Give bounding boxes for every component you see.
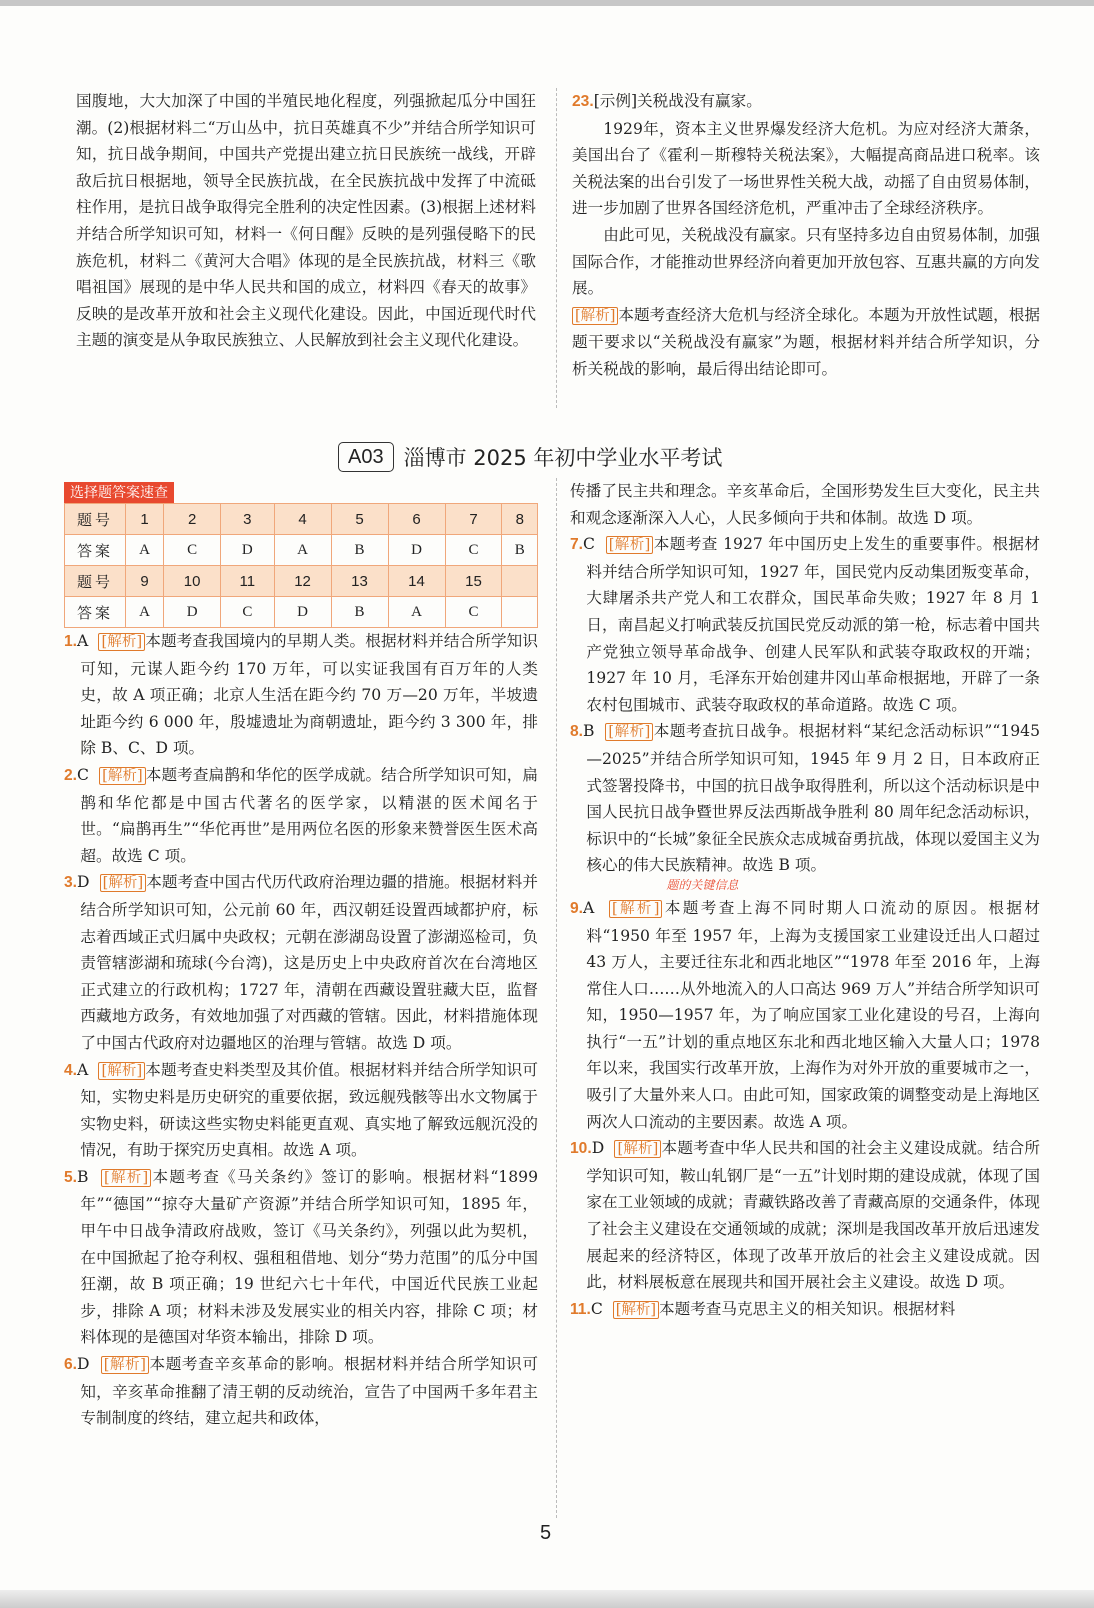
question-number: 3. <box>64 874 78 892</box>
answer-cell: A <box>388 597 445 628</box>
answer-table-label: 选择题答案速查 <box>64 482 174 504</box>
analysis-text: 本题考查《马关条约》签订的影响。根据材料“1899 年”“德国”“掠夺大量矿产资源”并结合所学知识可知，1895 年，甲午中日战争清政府战败，签订《马关条约》，列强以此为契机，在中国掀起了抢夺利权、强租租借地、划分“势力范围”的瓜分中国狂潮，故 B 项正确；19 世纪六七十年代，中国近代民族工业起步，排除 A 项；材料未涉及发展实业的相关内容，排除 C 项；材料体现的是德国对华资本输出，排除 D 项。 <box>80 1167 538 1347</box>
analysis-text: 本题考查上海不同时期人口流动的原因。根据材料“1950 年至 1957 年，上海为支援国家工业建设迁出人口超过 43 万人，主要迁往东北和西北地区”“1978 年至 2016 年，上海常住人口……从外地流入的人口高达 969 万人”并结合所学知识可知，1950—1957 年，为了响应国家工业化建设的号召，上海向执行“一五”计划的重点地区东北和西北地区输入大量人口；1978 年以来，我国实行改革开放，上海作为对外开放的重要城市之一，吸引了大量外来人口。由此可知，国家政策的调整变动是上海地区两次人口流动的主要因素。故选 A 项。 <box>586 898 1040 1131</box>
analysis-tag: [解析] <box>98 633 145 651</box>
scan-bottom-edge <box>0 1590 1094 1608</box>
analysis-tag: [解析] <box>99 767 146 785</box>
question-number: 23. <box>572 93 594 110</box>
answer-letter: D <box>77 873 90 892</box>
question-number: 8. <box>570 723 584 741</box>
analysis-tag: [解析] <box>101 1169 151 1187</box>
analysis-text: 本题考查史料类型及其价值。根据材料并结合所学知识可知，实物史料是历史研究的重要依据，致远舰残骸等出水文物属于实物史料，研读这些实物史料能更直观、真实地了解致远舰沉没的情况，有助于探究历史真相。故选 A 项。 <box>80 1060 538 1160</box>
question-number-cell: 13 <box>331 566 388 597</box>
analysis-text: 本题考查扁鹊和华佗的医学成就。结合所学知识可知，扁鹊和华佗都是中国古代著名的医学家，以精湛的医术闻名于世。“扁鹊再生”“华佗再世”是用两位名医的形象来赞誉医生医术高超。故选 C 项。 <box>80 765 538 865</box>
analysis-tag: [解析] <box>614 1140 661 1158</box>
question-number-cell: 14 <box>388 566 445 597</box>
answer-cell: B <box>502 535 538 566</box>
analysis-tag: [解析] <box>101 1356 149 1374</box>
column-divider <box>556 88 557 408</box>
analysis-tag: [解析] <box>100 874 147 892</box>
answer-row-1 <box>65 535 538 566</box>
answer-cell: C <box>445 597 502 628</box>
section-title: 淄博市 2025 年初中学业水平考试 <box>403 446 723 470</box>
q23-paragraph-1: 1929年，资本主义世界爆发经济大危机。为应对经济大萧条，美国出台了《霍利－斯穆特关税法案》，大幅提高商品进口税率。该关税法案的出台引发了一场世界性关税大战，动摇了自由贸易体制，进一步加剧了世界各国经济危机，严重冲击了全球经济秩序。 <box>572 119 1040 218</box>
question-number: 6. <box>64 1356 78 1374</box>
answer-row-2 <box>65 597 538 628</box>
answer-item <box>64 762 538 869</box>
answer-cell: A <box>274 535 331 566</box>
right-answer-list <box>570 478 1040 1323</box>
question-row-2 <box>65 566 538 597</box>
answer-letter: A <box>77 1060 89 1079</box>
answer-cell: C <box>221 597 274 628</box>
question-number: 2. <box>64 766 78 784</box>
question-number-cell: 8 <box>502 504 538 535</box>
analysis-tag: [解析] <box>605 723 653 741</box>
answer-letter: D <box>591 1139 605 1158</box>
q23-lead: [示例]关税战没有赢家。 <box>593 92 762 110</box>
question-number-cell: 9 <box>126 566 164 597</box>
answer-item <box>570 895 1040 1135</box>
answer-item <box>64 628 538 762</box>
analysis-tag: [解析] <box>606 536 654 554</box>
question-number-cell: 15 <box>445 566 502 597</box>
answer-letter: C <box>590 1299 603 1318</box>
answer-item <box>570 718 1040 893</box>
analysis-tag: [解析] <box>98 1062 145 1080</box>
question-number: 11. <box>570 1300 591 1318</box>
answer-letter: B <box>77 1167 89 1186</box>
answer-letter: A <box>77 632 89 650</box>
analysis-tag: [解析] <box>613 1301 659 1319</box>
analysis-text: 本题考查中华人民共和国的社会主义建设成就。结合所学知识可知，鞍山轧钢厂是“一五”计划时期的建设成就，体现了国家在工业领域的成就；青藏铁路改善了青藏高原的交通条件，体现了社会主义建设在交通领域的成就；深圳是我国改革开放后迅速发展起来的经济特区，体现了改革开放后的社会主义建设成就。因此，材料展板意在展现共和国开展社会主义建设。故选 D 项。 <box>586 1139 1040 1292</box>
answer-item <box>64 869 538 1056</box>
answer-item <box>64 1057 538 1164</box>
question-number-cell: 10 <box>164 566 221 597</box>
question-number: 9. <box>570 899 584 917</box>
answer-cell: A <box>126 535 164 566</box>
question-number: 7. <box>570 536 584 554</box>
question-number: 5. <box>64 1168 78 1186</box>
analysis-tag: [解析] <box>609 900 662 918</box>
question-number: 10. <box>570 1140 592 1158</box>
answer-cell: B <box>331 535 388 566</box>
row-header-question: 题号 <box>65 566 126 597</box>
answer-letter: D <box>77 1355 90 1374</box>
question-number-cell: 5 <box>331 504 388 535</box>
left-answer-list <box>64 628 538 1432</box>
answer-letter: A <box>583 898 595 917</box>
analysis-text: 本题考查抗日战争。根据材料“某纪念活动标识”“1945—2025”并结合所学知识可知，1945 年 9 月 2 日，日本政府正式签署投降书，中国的抗日战争取得胜利，所以这个活动标识是中国人民抗日战争暨世界反法西斯战争胜利 80 周年纪念活动标识，标识中的“长城”象征全民族众志成城奋勇抗战，体现以爱国主义为核心的伟大民族精神。故选 B 项。 <box>586 722 1040 875</box>
q6-continuation: 传播了民主共和理念。辛亥革命后，全国形势发生巨大变化，民主共和观念逐渐深入人心，人民多倾向于共和体制。故选 D 项。 <box>570 482 1040 527</box>
analysis-text: 本题考查我国境内的早期人类。根据材料并结合所学知识可知，元谋人距今约 170 万年，可以实证我国有百万年的人类史，故 A 项正确；北京人生活在距今约 70 万—20 万年，半坡遗址距今约 6 000 年，殷墟遗址为商朝遗址，距今约 3 300 年，排除 B、C、D 项。 <box>80 632 538 758</box>
answer-letter: B <box>583 722 595 741</box>
answer-letter: C <box>77 765 89 784</box>
answer-cell: D <box>221 535 274 566</box>
question-number-cell: 7 <box>445 504 502 535</box>
answer-cell: D <box>164 597 221 628</box>
scan-top-edge <box>0 0 1094 6</box>
answer-cell: B <box>331 597 388 628</box>
section-heading <box>338 440 722 474</box>
answer-cell: A <box>126 597 164 628</box>
analysis-text: 本题考查马克思主义的相关知识。根据材料 <box>659 1299 956 1318</box>
question-number-cell: 11 <box>221 566 274 597</box>
answer-cell: D <box>388 535 445 566</box>
row-header-answer: 答案 <box>65 535 126 566</box>
section-code: A03 <box>338 442 394 472</box>
answer-cell: C <box>164 535 221 566</box>
previous-answer-continuation <box>76 88 536 354</box>
analysis-tag: [解析] <box>572 307 618 325</box>
answer-item <box>570 531 1040 718</box>
answer-cell <box>502 597 538 628</box>
page-number: 5 <box>540 1522 552 1544</box>
question-number-cell: 3 <box>221 504 274 535</box>
column-divider <box>556 478 557 1518</box>
answer-cell: D <box>274 597 331 628</box>
analysis-text: 本题考查中国古代历代政府治理边疆的措施。根据材料并结合所学知识可知，公元前 60 年，西汉朝廷设置西域都护府，标志着西域正式归属中央政权；元朝在澎湖岛设置了澎湖巡检司，负责管辖澎湖和琉球(今台湾)，这是历史上中央政府首次在台湾地区正式建立的行政机构；1727 年，清朝在西藏设置驻藏大臣，监督西藏地方政务，有效地加强了对西藏的管辖。因此，材料措施体现了中国古代政府对边疆地区的治理与管辖。故选 D 项。 <box>80 873 538 1052</box>
answer-item <box>570 1135 1040 1296</box>
answer-item <box>64 1164 538 1351</box>
handwritten-note: 题的关键信息 <box>666 877 739 892</box>
question-number-cell: 4 <box>274 504 331 535</box>
question-number: 4. <box>64 1061 78 1079</box>
answer-table <box>64 503 538 628</box>
q23-analysis: 本题考查经济大危机与经济全球化。本题为开放性试题，根据题干要求以“关税战没有赢家”为题，根据材料并结合所学知识，分析关税战的影响，最后得出结论即可。 <box>572 305 1040 378</box>
row-header-question: 题号 <box>65 504 126 535</box>
answer-letter: C <box>583 535 595 554</box>
question-number-cell: 2 <box>164 504 221 535</box>
question-number-cell: 6 <box>388 504 445 535</box>
question-number-cell: 12 <box>274 566 331 597</box>
continuation-paragraph: 国腹地，大大加深了中国的半殖民地化程度，列强掀起瓜分中国狂潮。(2)根据材料二“万山丛中，抗日英雄真不少”并结合所学知识可知，抗日战争期间，中国共产党提出建立抗日民族统一战线，开辟敌后抗日根据地，领导全民族抗战，在全民族抗战中发挥了中流砥柱作用，是抗日战争取得完全胜利的决定性因素。(3)根据上述材料并结合所学知识可知，材料一《何日醒》反映的是列强侵略下的民族危机，材料二《黄河大合唱》体现的是全民族抗战，材料三《歌唱祖国》展现的是中华人民共和国的成立，材料四《春天的故事》反映的是改革开放和社会主义现代化建设。因此，中国近现代时代主题的演变是从争取民族独立、人民解放到社会主义现代化建设。 <box>76 92 536 350</box>
question-number: 1. <box>64 633 78 650</box>
question-number-cell: 1 <box>126 504 164 535</box>
analysis-text: 本题考查 1927 年中国历史上发生的重要事件。根据材料并结合所学知识可知，1927 年，国民党内反动集团叛变革命，大肆屠杀共产党人和工农群众，国民革命失败；1927 年 8 月 1 日，南昌起义打响武装反抗国民党反动派的第一枪，标志着中国共产党独立领导革命战争、创建人民军队和武装夺取政权的开端；1927 年 10 月，毛泽东开始创建井冈山革命根据地，开辟了一条农村包围城市、武装夺取政权的革命道路。故选 C 项。 <box>586 535 1040 714</box>
answer-cell: C <box>445 535 502 566</box>
answer-item <box>570 1296 1040 1324</box>
answer-item <box>64 1351 538 1432</box>
question-23-answer <box>572 88 1040 383</box>
q23-paragraph-2: 由此可见，关税战没有赢家。只有坚持多边自由贸易体制，加强国际合作，才能推动世界经济向着更加开放包容、互惠共赢的方向发展。 <box>572 225 1040 298</box>
question-number-cell <box>502 566 538 597</box>
analysis-text: 本题考查辛亥革命的影响。根据材料并结合所学知识可知，辛亥革命推翻了清王朝的反动统治，宣告了中国两千多年君主专制制度的终结，建立起共和政体， <box>80 1355 538 1428</box>
row-header-answer: 答案 <box>65 597 126 628</box>
question-row-1 <box>65 504 538 535</box>
